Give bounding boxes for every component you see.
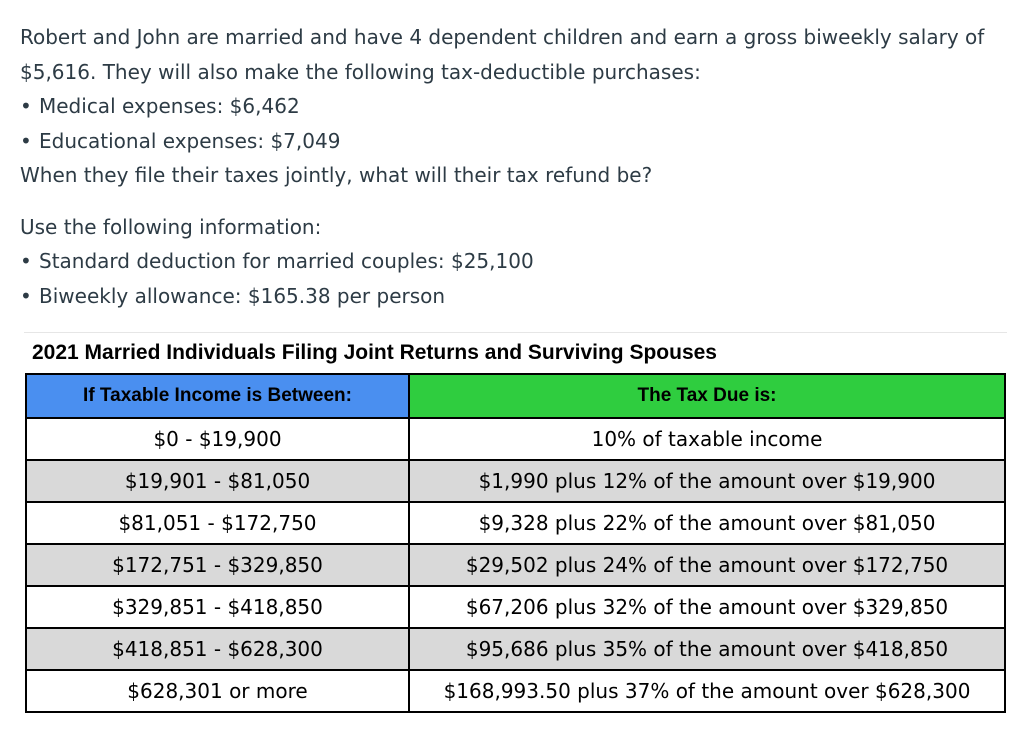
- table-row: [26, 502, 1005, 544]
- income-range-cell: $628,301 or more: [26, 670, 409, 712]
- tax-table: [25, 373, 1006, 713]
- table-row: [26, 460, 1005, 502]
- bullet-icon: •: [20, 128, 32, 153]
- bullet-icon: •: [20, 249, 32, 273]
- table-row: [26, 628, 1005, 670]
- question-text: When they file their taxes jointly, what will their tax refund be?: [20, 163, 653, 187]
- tax-table-image: [24, 332, 1007, 726]
- income-range-cell: $19,901 - $81,050: [26, 460, 409, 502]
- tax-due-cell: 10% of taxable income: [409, 418, 1005, 460]
- tax-table-title: 2021 Married Individuals Filing Joint Returns and Surviving Spouses: [32, 341, 717, 364]
- tax-due-cell: $168,993.50 plus 37% of the amount over $628,300: [409, 670, 1005, 712]
- bullet-icon: •: [20, 94, 32, 118]
- tax-due-cell: $95,686 plus 35% of the amount over $418,850: [409, 628, 1005, 670]
- purchase-item-label: Educational expenses: $7,049: [39, 128, 341, 153]
- tax-due-cell: $9,328 plus 22% of the amount over $81,050: [409, 502, 1005, 544]
- info-intro: Use the following information:: [20, 214, 322, 239]
- info-item-standard-deduction: [20, 244, 1000, 279]
- info-item-biweekly-allowance: [20, 279, 1000, 314]
- income-range-cell: $0 - $19,900: [26, 418, 409, 460]
- income-range-cell: $172,751 - $329,850: [26, 544, 409, 586]
- income-range-cell: $81,051 - $172,750: [26, 502, 409, 544]
- table-row: [26, 418, 1005, 460]
- table-row: [26, 586, 1005, 628]
- purchase-item-educational: [20, 124, 1000, 159]
- purchase-item-label: Medical expenses: $6,462: [39, 94, 300, 118]
- paragraph-spacer: [20, 193, 1000, 210]
- problem-line-1: Robert and John are married and have 4 dependent children and earn a gross biweekly salary of: [20, 25, 985, 49]
- table-row: [26, 670, 1005, 712]
- income-range-cell: $329,851 - $418,850: [26, 586, 409, 628]
- tax-due-cell: $67,206 plus 32% of the amount over $329,850: [409, 586, 1005, 628]
- purchase-item-medical: [20, 89, 1000, 124]
- problem-text: [20, 20, 1000, 313]
- income-range-cell: $418,851 - $628,300: [26, 628, 409, 670]
- problem-line-2: $5,616. They will also make the following tax-deductible purchases:: [20, 59, 701, 84]
- tax-due-cell: $1,990 plus 12% of the amount over $19,900: [409, 460, 1005, 502]
- tax-due-cell: $29,502 plus 24% of the amount over $172,750: [409, 544, 1005, 586]
- bullet-icon: •: [20, 283, 32, 308]
- header-tax-due: The Tax Due is:: [409, 374, 1005, 418]
- header-taxable-income: If Taxable Income is Between:: [26, 374, 409, 418]
- info-item-label: Standard deduction for married couples: $25,100: [39, 249, 534, 273]
- info-item-label: Biweekly allowance: $165.38 per person: [39, 283, 446, 308]
- table-row: [26, 544, 1005, 586]
- tax-table-header-row: [26, 374, 1005, 418]
